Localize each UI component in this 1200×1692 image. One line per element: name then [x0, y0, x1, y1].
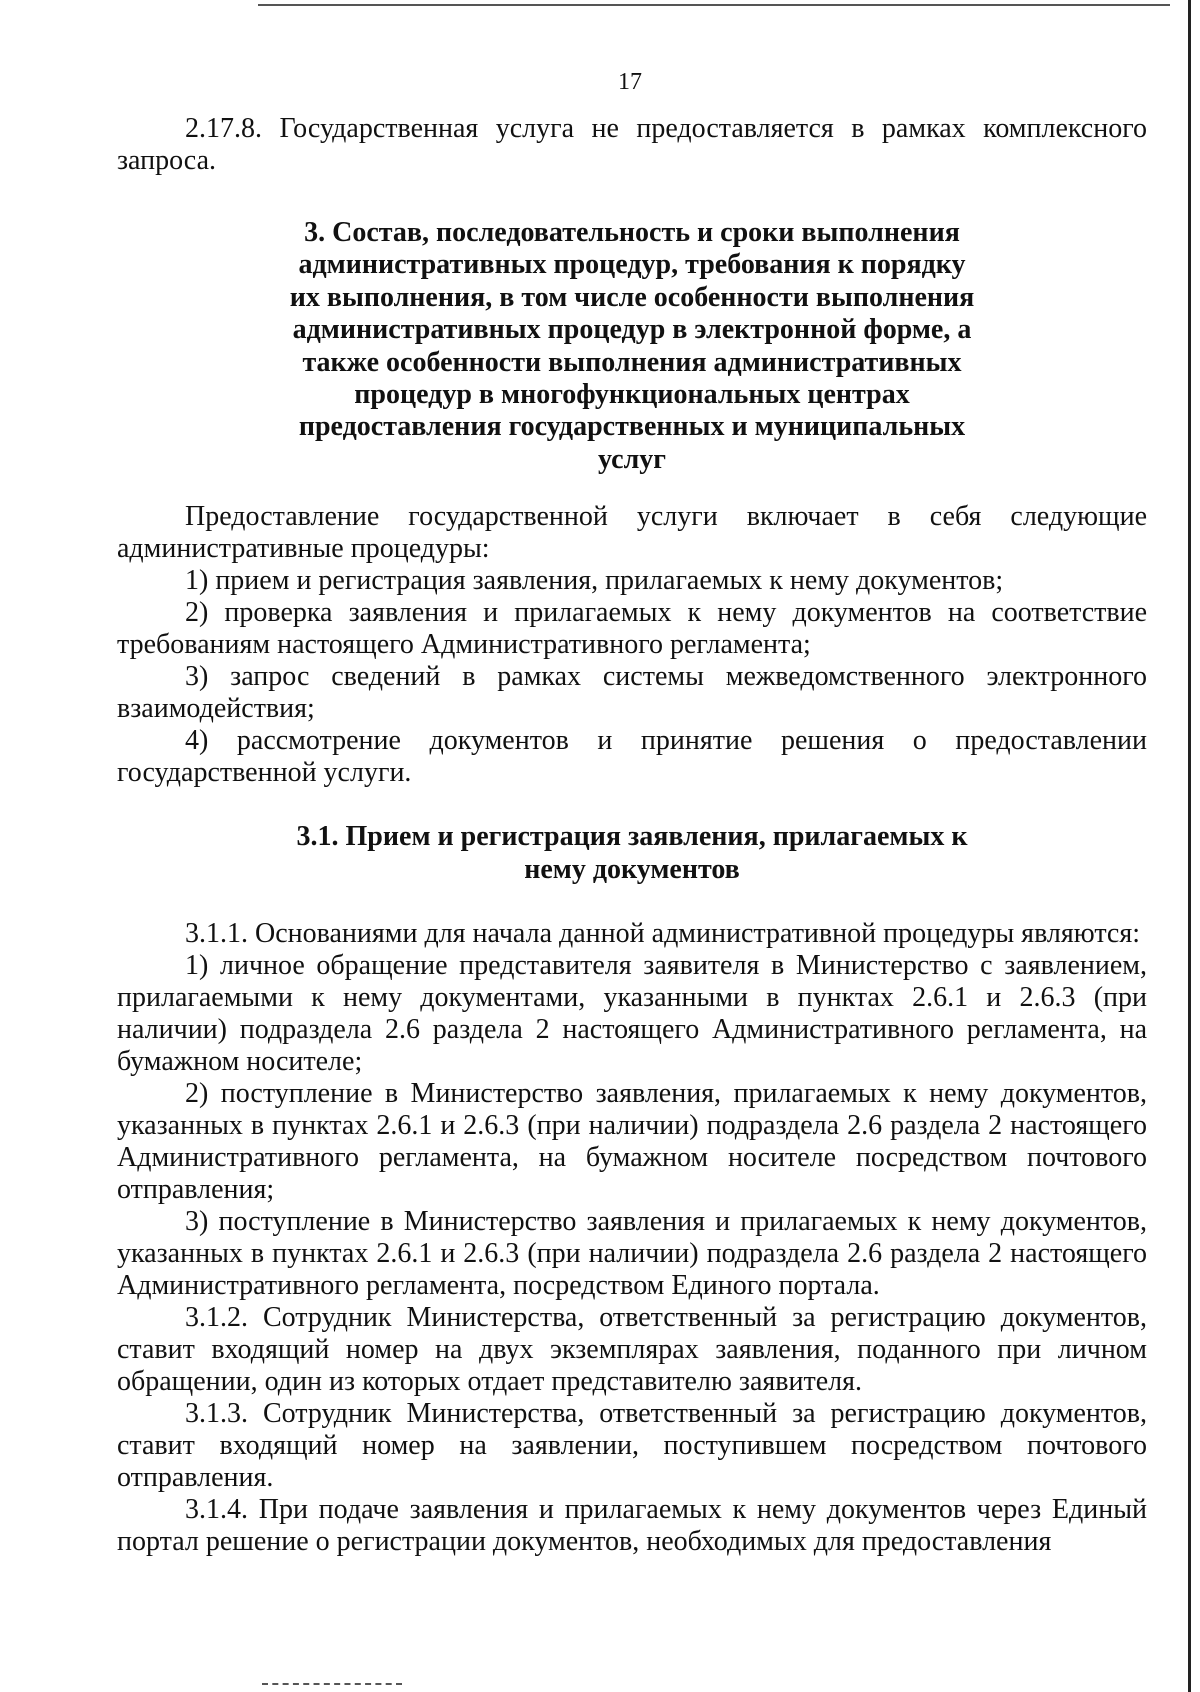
section-3-1-heading: 3.1. Прием и регистрация заявления, прилагаемых к нему документов — [296, 821, 968, 885]
scan-border-top — [258, 4, 1170, 6]
paragraph-3-1-3: 3.1.3. Сотрудник Министерства, ответственный за регистрацию документов, ставит входящий номер на заявлении, поступившем посредством почтового отправления. — [117, 1398, 1147, 1494]
procedure-item-2: 2) проверка заявления и прилагаемых к нему документов на соответствие требованиям настоящего Административного регламента; — [117, 597, 1147, 661]
procedure-item-3: 3) запрос сведений в рамках системы межведомственного электронного взаимодействия; — [117, 661, 1147, 725]
procedure-item-4: 4) рассмотрение документов и принятие решения о предоставлении государственной услуги. — [117, 725, 1147, 789]
procedure-item-1: 1) прием и регистрация заявления, прилагаемых к нему документов; — [185, 565, 1004, 597]
ground-item-3: 3) поступление в Министерство заявления и прилагаемых к нему документов, указанных в пунктах 2.6.1 и 2.6.3 (при наличии) подраздела 2.6 раздела 2 настоящего Административного регламента, посредством Единого портала. — [117, 1206, 1147, 1302]
section-3-heading: 3. Состав, последовательность и сроки выполнения административных процедур, требования к порядку их выполнения, в том числе особенности выполнения административных процедур в электронной форме, а также особенности выполнения административных процедур в многофункциональных центрах предоставления государственных и муниципальных услуг — [289, 217, 975, 475]
paragraph-2-17-8: 2.17.8. Государственная услуга не предоставляется в рамках комплексного запроса. — [117, 113, 1147, 176]
document-body — [117, 113, 1147, 1558]
ground-item-2: 2) поступление в Министерство заявления, прилагаемых к нему документов, указанных в пунктах 2.6.1 и 2.6.3 (при наличии) подраздела 2.6 раздела 2 настоящего Административного регламента, на бумажном носителе посредством почтового отправления; — [117, 1078, 1147, 1206]
intro-paragraph: Предоставление государственной услуги включает в себя следующие административные процедуры: — [117, 501, 1147, 565]
scan-marks-bottom — [262, 1683, 402, 1687]
ground-item-1: 1) личное обращение представителя заявителя в Министерство с заявлением, прилагаемыми к нему документами, указанными в пунктах 2.6.1 и 2.6.3 (при наличии) подраздела 2.6 раздела 2 настоящего Административного регламента, на бумажном носителе; — [117, 950, 1147, 1078]
paragraph-3-1-1: 3.1.1. Основаниями для начала данной административной процедуры являются: — [185, 918, 1140, 950]
scan-border-right — [1188, 0, 1191, 1692]
page-number: 17 — [618, 69, 642, 95]
paragraph-3-1-2: 3.1.2. Сотрудник Министерства, ответственный за регистрацию документов, ставит входящий номер на двух экземплярах заявления, поданного при личном обращении, один из которых отдает представителю заявителя. — [117, 1302, 1147, 1398]
paragraph-3-1-4: 3.1.4. При подаче заявления и прилагаемых к нему документов через Единый портал решение о регистрации документов, необходимых для предоставления — [117, 1494, 1147, 1558]
